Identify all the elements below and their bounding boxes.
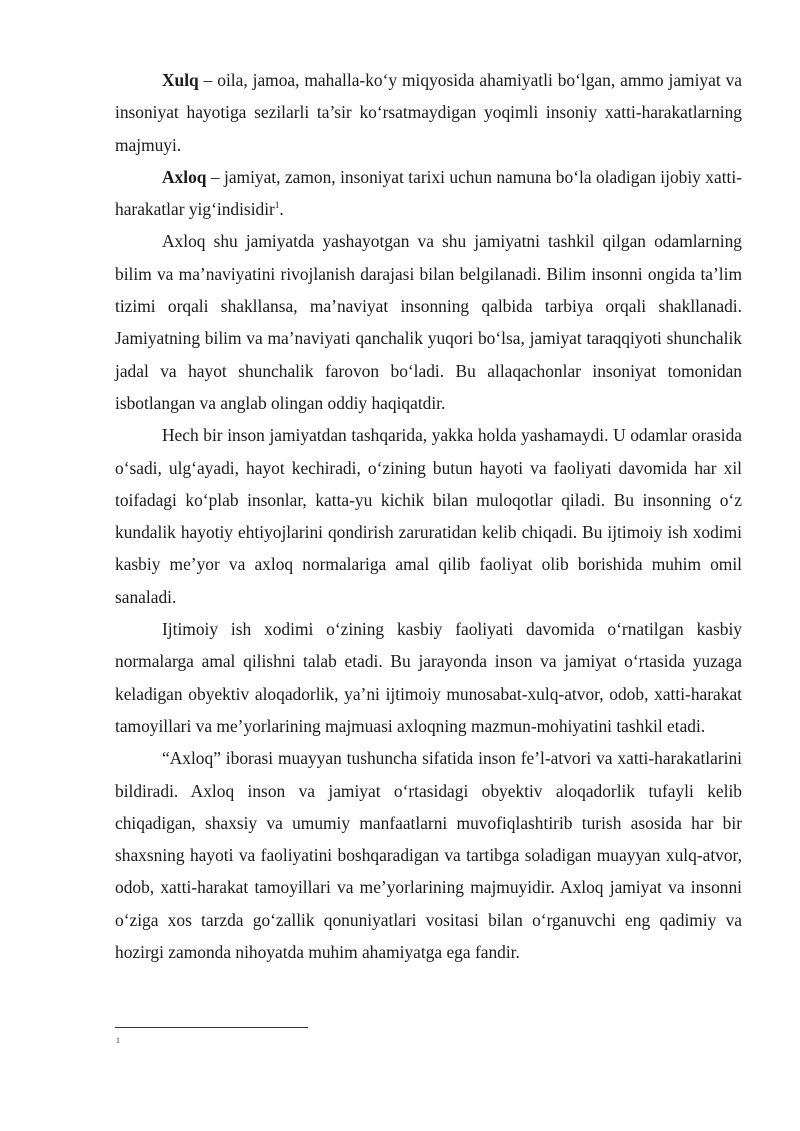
footnote-separator: [115, 1027, 308, 1028]
definition-text: – jamiyat, zamon, insoniyat tarixi uchun namuna bo‘la oladigan ijobiy xatti-harakatlar yig‘indisidir: [115, 166, 742, 220]
paragraph-body: “Axloq” iborasi muayyan tushuncha sifatida inson fe’l-atvori va xatti-harakatlarini bildiradi. Axloq inson va jamiyat o‘rtasidagi obyektiv aloqadorlik tufayli kelib chiqadigan, shaxsiy va umumiy manfaatlarni muvofiqlashtirib turish asosida har bir shaxsning hayoti va faoliyatini boshqaradigan va tartibga soladigan muayyan xulq-atvor, odob, xatti-harakat tamoyillari va me’yorlarining majmuyidir. Axloq jamiyat va insonni o‘ziga xos tarzda go‘zallik qonuniyatlari vositasi bilan o‘rganuvchi eng qadimiy va hozirgi zamonda nihoyatda muhim ahamiyatga ega fandir.: [115, 748, 742, 963]
document-body: [115, 64, 742, 968]
definition-text: – oila, jamoa, mahalla-ko‘y miqyosida ahamiyatli bo‘lgan, ammo jamiyat va insoniyat hayotiga sezilarli ta’sir ko‘rsatmaydigan yoqimli insoniy xatti-harakatlarning majmuyi.: [115, 70, 742, 155]
definition-end: .: [279, 199, 284, 220]
term-axloq: Axloq: [162, 166, 207, 187]
paragraph-body: Axloq shu jamiyatda yashayotgan va shu jamiyatni tashkil qilgan odamlarning bilim va ma’naviyatini rivojlanish darajasi bilan belgilanadi. Bilim insonni ongida ta’lim tizimi orqali shakllansa, ma’naviyat insonning qalbida tarbiya orqali shakllanadi. Jamiyatning bilim va ma’naviyati qanchalik yuqori bo‘lsa, jamiyat taraqqiyoti shunchalik jadal va hayot shunchalik farovon bo‘ladi. Bu allaqachonlar insoniyat tomonidan isbotlangan va anglab olingan oddiy haqiqatdir.: [115, 231, 742, 413]
paragraph-axloq-definition: [115, 161, 742, 226]
paragraph-body: Hech bir inson jamiyatdan tashqarida, yakka holda yashamaydi. U odamlar orasida o‘sadi, ulg‘ayadi, hayot kechiradi, o‘zining butun hayoti va faoliyati davomida har xil toifadagi ko‘plab insonlar, katta-yu kichik bilan muloqotlar qiladi. Bu insonning o‘z kundalik hayotiy ehtiyojlarini qondirish zaruratidan kelib chiqadi. Bu ijtimoiy ish xodimi kasbiy me’yor va axloq normalariga amal qilib faoliyat olib borishida muhim omil sanaladi.: [115, 425, 742, 607]
footnote-reference[interactable]: 1: [274, 200, 280, 211]
footnote-mark: 1: [116, 1036, 120, 1045]
paragraph-xulq-definition: [115, 64, 742, 161]
paragraph-body: Ijtimoiy ish xodimi o‘zining kasbiy faoliyati davomida o‘rnatilgan kasbiy normalarga amal qilishni talab etadi. Bu jarayonda inson va jamiyat o‘rtasida yuzaga keladigan obyektiv aloqadorlik, ya’ni ijtimoiy munosabat-xulq-atvor, odob, xatti-harakat tamoyillari va me’yorlarining majmuasi axloqning mazmun-mohiyatini tashkil etadi.: [115, 619, 742, 736]
term-xulq: Xulq: [162, 70, 199, 90]
